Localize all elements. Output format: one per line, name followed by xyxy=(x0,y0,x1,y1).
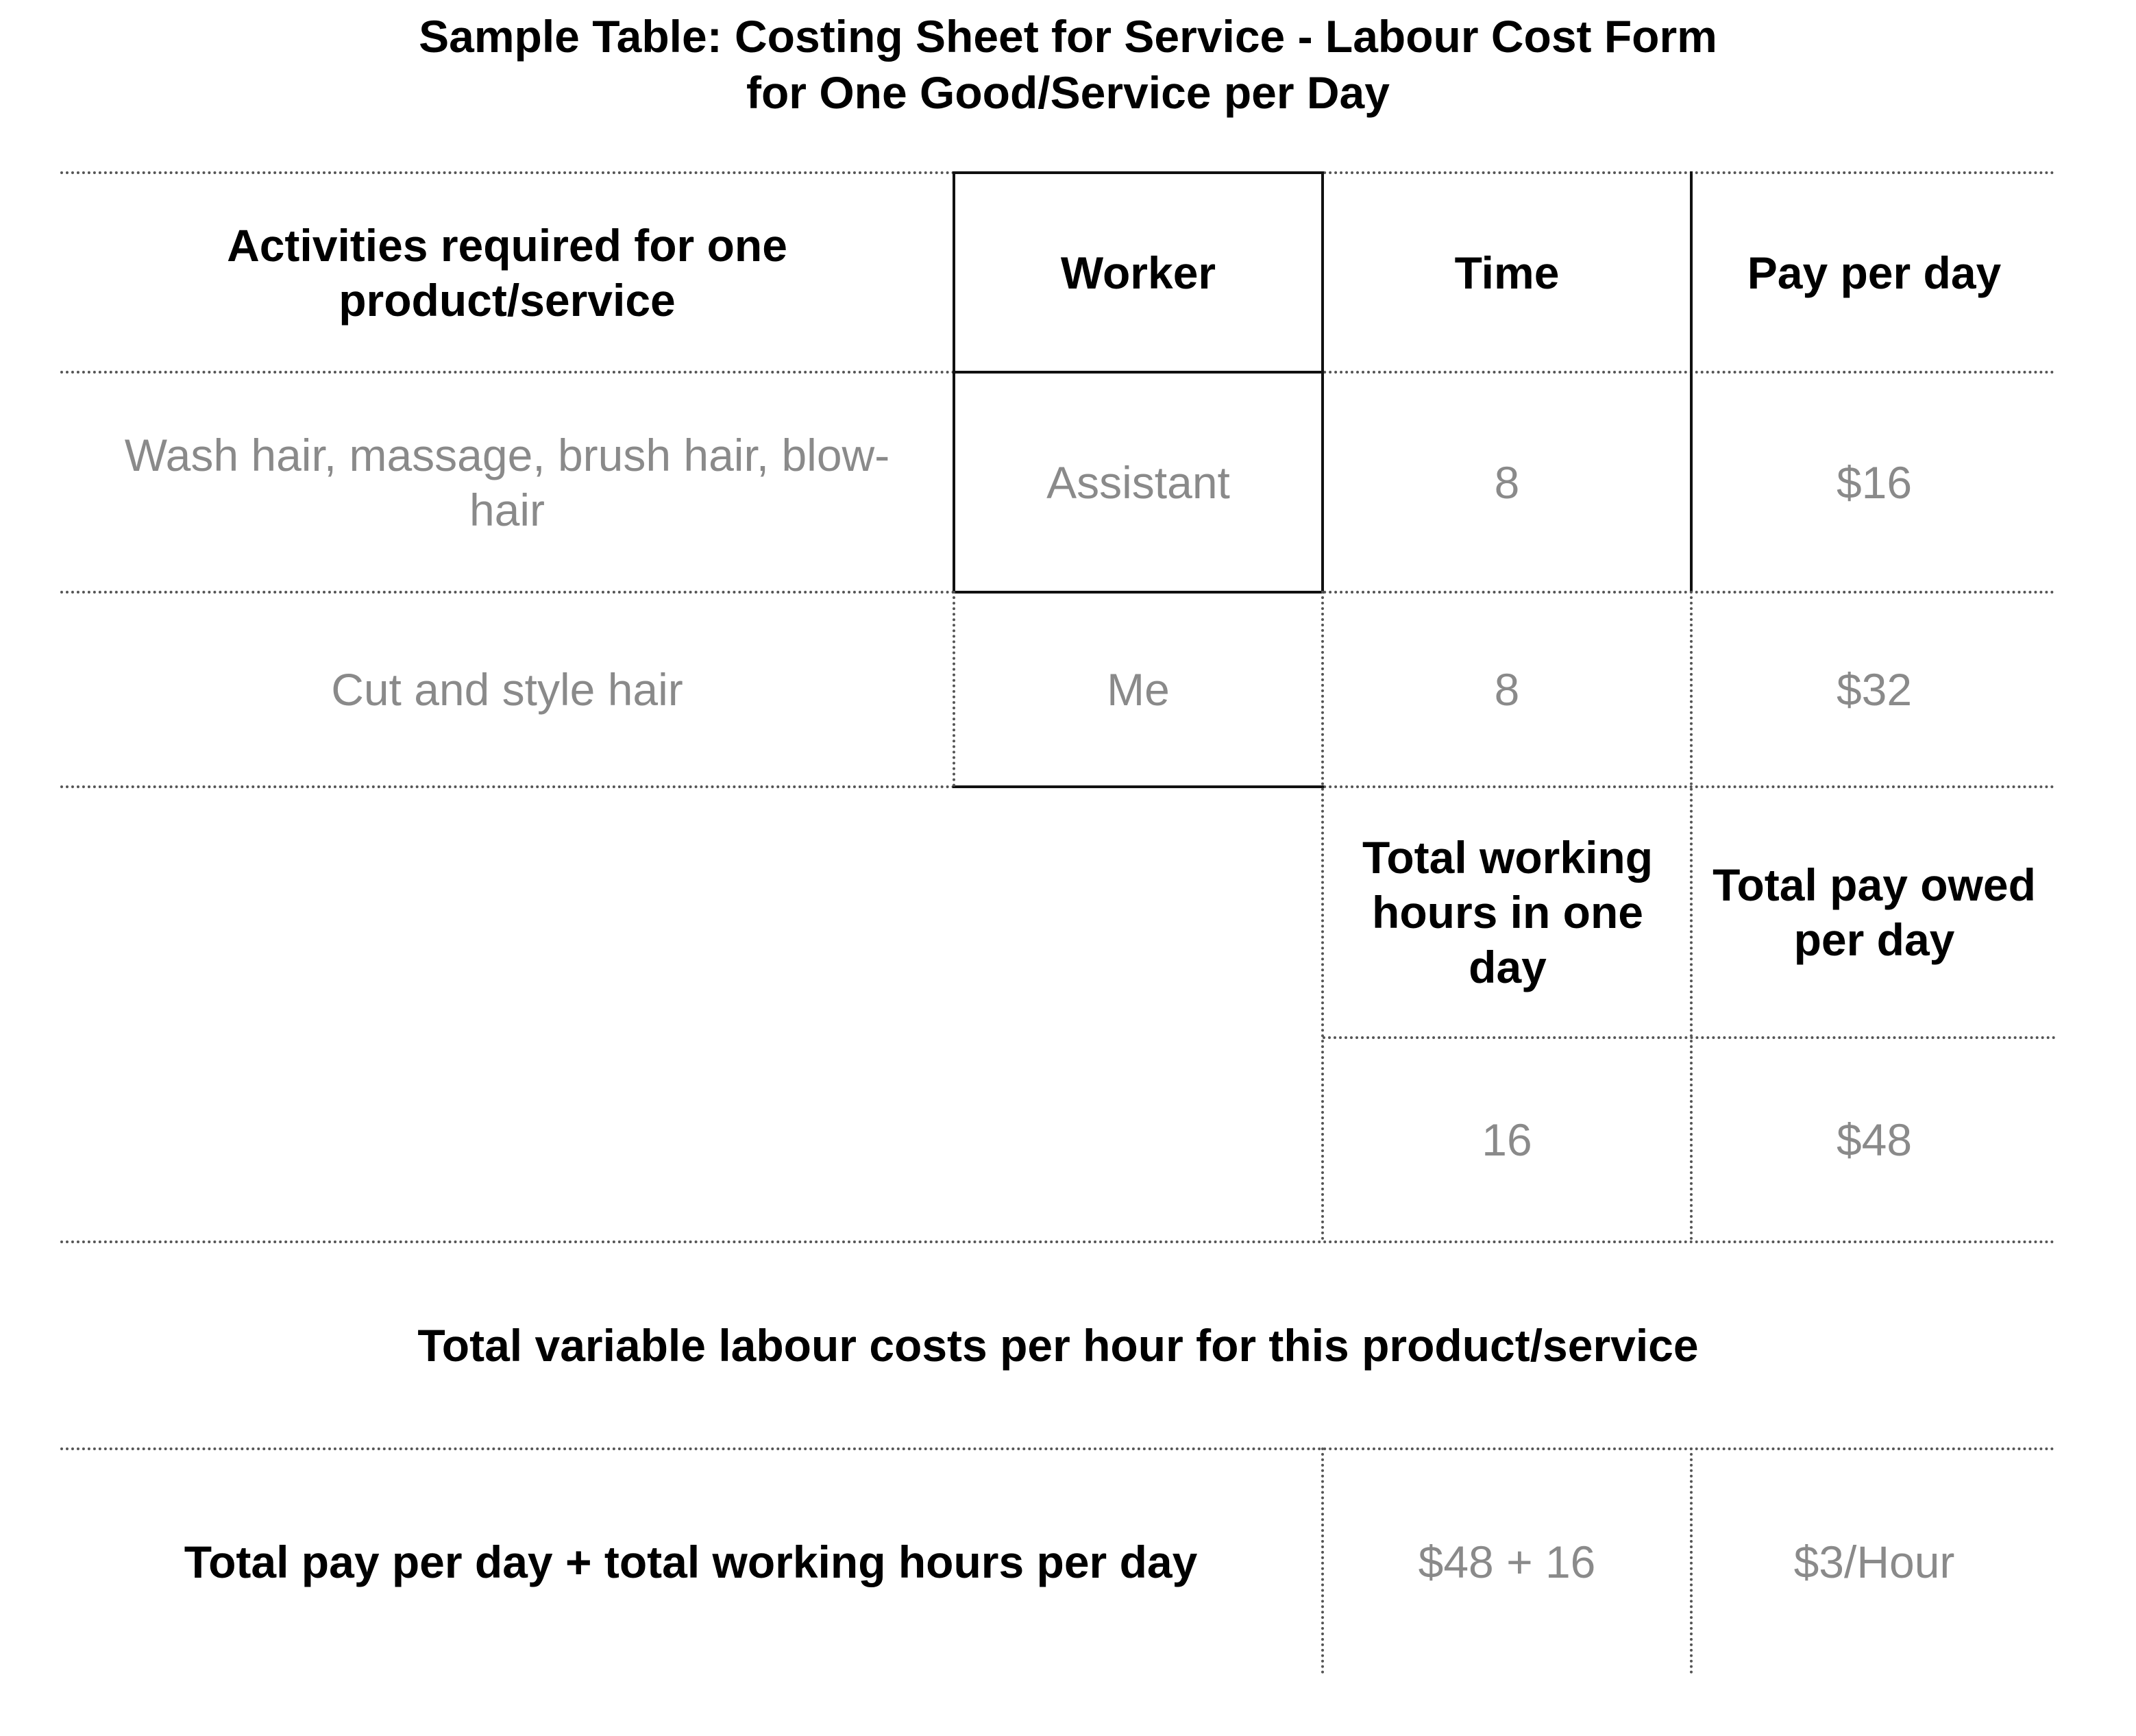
formula-expression: $48 + 16 xyxy=(1418,1537,1596,1587)
formula-label: Total pay per day + total working hours per day xyxy=(184,1537,1198,1587)
total-hours-value: 16 xyxy=(1482,1114,1532,1165)
total-hours-label: Total working hours in one day xyxy=(1362,832,1654,992)
variable-cost-heading: Total variable labour costs per hour for this product/service xyxy=(417,1320,1699,1371)
row1-pay: $16 xyxy=(1836,456,1913,508)
header-worker: Worker xyxy=(1060,247,1216,298)
page-title xyxy=(0,8,2136,121)
row1-worker: Assistant xyxy=(1046,456,1230,508)
row2-worker: Me xyxy=(1107,664,1170,715)
row2-pay: $32 xyxy=(1836,664,1913,715)
title-line-1: Sample Table: Costing Sheet for Service - Labour Cost Form xyxy=(419,11,1717,62)
header-pay: Pay per day xyxy=(1747,247,2002,298)
header-activities: Activities required for one product/service xyxy=(227,219,787,326)
total-pay-label: Total pay owed per day xyxy=(1713,859,2036,965)
total-pay-value: $48 xyxy=(1836,1114,1913,1165)
title-line-2: for One Good/Service per Day xyxy=(746,67,1390,118)
worker-box-row2-bottom xyxy=(953,785,1324,788)
formula-result: $3/Hour xyxy=(1793,1537,1955,1587)
row2-activity: Cut and style hair xyxy=(331,664,683,715)
row2-time: 8 xyxy=(1494,664,1520,715)
row1-activity: Wash hair, massage, brush hair, blow-hair xyxy=(124,429,890,535)
row1-time: 8 xyxy=(1494,456,1520,508)
header-time: Time xyxy=(1454,247,1560,298)
